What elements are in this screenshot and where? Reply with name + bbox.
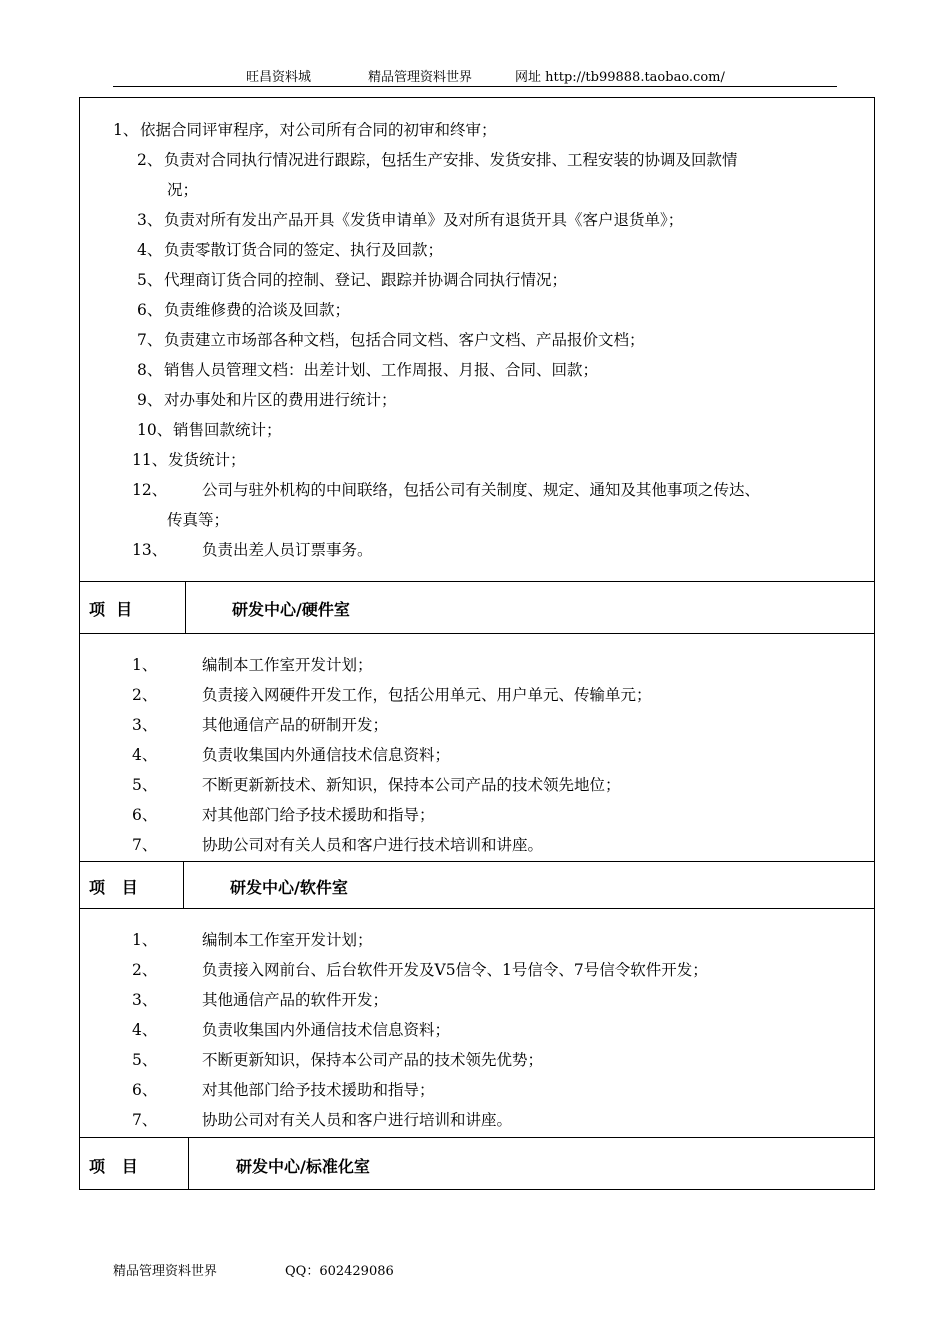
table-divider (80, 581, 874, 582)
section-title-standardization: 研发中心/标准化室 (236, 1157, 370, 1176)
footer-qq: QQ：602429086 (285, 1264, 394, 1279)
table-divider (80, 861, 874, 862)
header-world-name: 精品管理资料世界 (368, 70, 473, 85)
page-header (113, 66, 837, 87)
table-column-divider (188, 1137, 189, 1190)
responsibility-table: 1、 依据合同评审程序，对公司所有合同的初审和终审； 2、 负责对合同执行情况进行跟踪，包括生产安排、发货安排、工程安装的协调及回款情 况； 3、 负责对所有发出产品开具《发货申请单》及对所有退货开具《客户退货单》； 4、 负责零散订货合同的签定、执行及回款； 5、 代理商订货合同的控制、登记、跟踪并协调合同执行情况； 6、 负责维修费的洽谈及回款； 7、 负责建立市场部各种文档，包括合同文档、客户文档、产品报价文档； 8、 销售人员管理文档：出差计划、工作周报、月报、合同、回款； 9、 对办事处和片区的费用进行统计； 10、 销售回款统计； 11、 发货统计； 12、 公司与驻外机构的中间联络，包括公司有关制度、规定、通知及其他事项之传达、 传真等； 13、 负责出差人员订票事务。 项 目 研发中心/硬件室 1、 编制本工作室开发计划； 2、 负责接入网硬件开发工作，包括公用单元、用户单元、传输单元； 3、 其他通信产品的研制开发； 4、 负责收集国内外通信技术信息资料； 5、 不断更新新技术、新知识，保持本公司产品的技术领先地位； 6、 对其他部门给予技术援助和指导； 7、 协助公司对有关人员和客户进行技术培训和讲座。 项 目 研发中心/软件室 1、 编制本工作室开发计划； 2、 负责接入网前台、后台软件开发及V5信令、1号信令、7号信令软件开发； 3、 其他通信产品的软件开发； 4、 负责收集国内外通信技术信息资料； 5、 不断更新知识，保持本公司产品的技术领先优势； 6、 对其他部门给予技术援助和指导； 7、 协助公司对有关人员和客户进行培训和讲座。 项 目 研发中心/标准化室 (79, 97, 875, 1190)
header-url-link[interactable]: 网址 http://tb99888.taobao.com/ (515, 70, 725, 85)
item-label: 项 目 (89, 878, 138, 897)
table-column-divider (183, 861, 184, 908)
section-title-software: 研发中心/软件室 (230, 878, 348, 897)
header-site-name: 旺昌资料城 (246, 70, 312, 85)
section-title-hardware: 研发中心/硬件室 (232, 600, 350, 619)
item-label: 项 目 (89, 600, 133, 619)
table-column-divider (185, 581, 186, 633)
table-divider (80, 633, 874, 634)
item-label: 项 目 (89, 1157, 138, 1176)
table-divider (80, 908, 874, 909)
footer-site-name: 精品管理资料世界 (113, 1264, 218, 1279)
table-divider (80, 1137, 874, 1138)
